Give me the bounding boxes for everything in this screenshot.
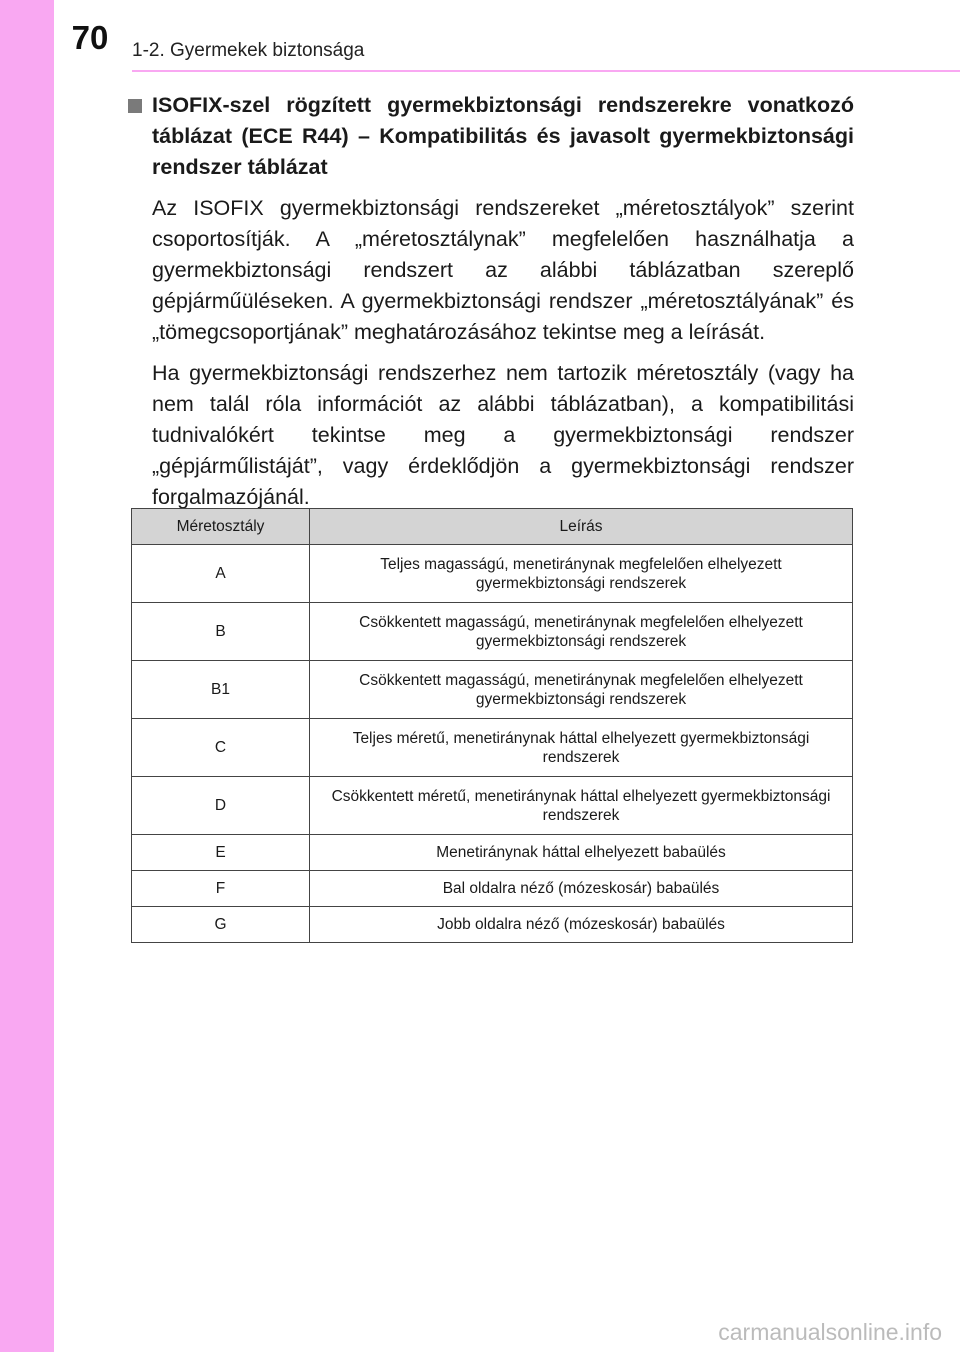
table-row bbox=[132, 661, 853, 719]
description-cell: Menetiránynak háttal elhelyezett babaülés bbox=[310, 835, 853, 871]
chapter-title: 1-2. Gyermekek biztonsága bbox=[132, 40, 365, 61]
size-class-cell: F bbox=[132, 871, 310, 907]
watermark: carmanualsonline.info bbox=[718, 1319, 942, 1345]
size-class-cell: D bbox=[132, 777, 310, 835]
page-header bbox=[54, 0, 960, 74]
side-accent-bar bbox=[0, 0, 54, 1352]
square-bullet-icon bbox=[128, 99, 142, 113]
table-header-row bbox=[132, 509, 853, 545]
header-divider bbox=[132, 70, 960, 72]
column-header-size-class: Méretosztály bbox=[132, 509, 310, 545]
section-heading-text: ISOFIX-szel rögzített gyermekbiztonsági rendszerekre vonatkozó táblázat (ECE R44) – Kompatibilitás és javasolt gyermekbiztonsági rendszer táblázat bbox=[152, 93, 854, 179]
description-cell: Csökkentett méretű, menetiránynak háttal elhelyezett gyermekbiztonsági rendszerek bbox=[310, 777, 853, 835]
size-class-cell: G bbox=[132, 907, 310, 943]
size-class-cell: E bbox=[132, 835, 310, 871]
table-row bbox=[132, 871, 853, 907]
size-class-cell: A bbox=[132, 545, 310, 603]
table-row bbox=[132, 719, 853, 777]
description-cell: Csökkentett magasságú, menetiránynak megfelelően elhelyezett gyermekbiztonsági rendszerek bbox=[310, 603, 853, 661]
paragraph-no-size-class: Ha gyermekbiztonsági rendszerhez nem tartozik méretosztály (vagy ha nem talál róla információt az alábbi táblázatban), a kompatibilitási tudnivalókért tekintse meg a gyermekbiztonsági rendszer „gépjárműlistáját”, vagy érdeklődjön a gyermekbiztonsági rendszer forgalmazójánál. bbox=[152, 361, 854, 509]
description-cell: Teljes magasságú, menetiránynak megfelelően elhelyezett gyermekbiztonsági rendszerek bbox=[310, 545, 853, 603]
size-class-cell: B1 bbox=[132, 661, 310, 719]
section-heading bbox=[128, 90, 854, 183]
description-cell: Csökkentett magasságú, menetiránynak megfelelően elhelyezett gyermekbiztonsági rendszerek bbox=[310, 661, 853, 719]
table-row bbox=[132, 603, 853, 661]
description-cell: Jobb oldalra néző (mózeskosár) babaülés bbox=[310, 907, 853, 943]
table-row bbox=[132, 907, 853, 943]
size-class-table bbox=[131, 508, 853, 943]
size-class-cell: C bbox=[132, 719, 310, 777]
paragraph-size-classes: Az ISOFIX gyermekbiztonsági rendszereket „méretosztályok” szerint csoportosítják. A „méretosztálynak” megfelelően használhatja a gyermekbiztonsági rendszert az alábbi táblázatban szereplő gépjárműüléseken. A gyermekbiztonsági rendszer „méretosztályának” és „tömegcsoportjának” meghatározásához tekintse meg a leírását. bbox=[152, 196, 854, 344]
size-class-cell: B bbox=[132, 603, 310, 661]
description-cell: Bal oldalra néző (mózeskosár) babaülés bbox=[310, 871, 853, 907]
isofix-section bbox=[128, 90, 854, 513]
page-number: 70 bbox=[54, 12, 126, 64]
description-cell: Teljes méretű, menetiránynak háttal elhelyezett gyermekbiztonsági rendszerek bbox=[310, 719, 853, 777]
column-header-description: Leírás bbox=[310, 509, 853, 545]
table-row bbox=[132, 835, 853, 871]
table-row bbox=[132, 545, 853, 603]
table-row bbox=[132, 777, 853, 835]
